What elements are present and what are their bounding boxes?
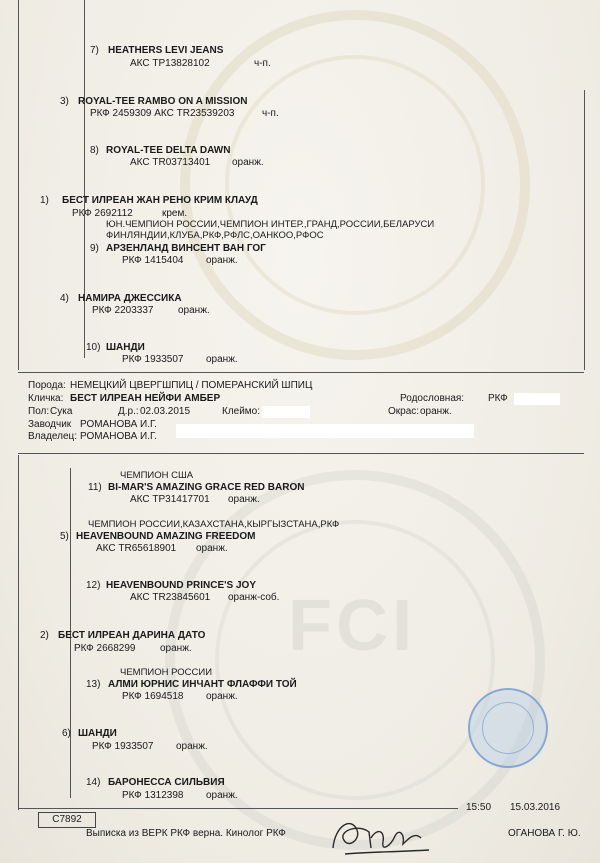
ancestor-6-reg: РКФ 1933507 <box>92 741 154 752</box>
ancestor-11-number: 11) <box>88 482 102 493</box>
ancestor-2-reg: РКФ 2668299 <box>74 643 136 654</box>
ancestor-8-name: ROYAL-TEE DELTA DAWN <box>106 145 231 156</box>
ancestor-8-color: оранж. <box>232 157 264 168</box>
ancestor-1-name: БЕСТ ИЛРЕАН ЖАН РЕНО КРИМ КЛАУД <box>62 195 258 206</box>
info-box-top-border <box>18 372 584 373</box>
ancestor-3-number: 3) <box>60 96 69 107</box>
frame-left-bottom <box>18 455 19 810</box>
ancestor-13-number: 13) <box>86 679 101 690</box>
ancestor-10-reg: РКФ 1933507 <box>122 354 184 365</box>
pedigree-value: РКФ <box>488 393 508 404</box>
pedigree-label: Родословная: <box>400 393 465 404</box>
ancestor-3-reg: РКФ 2459309 АКС TR23539203 <box>90 108 235 119</box>
ancestor-10-name: ШАНДИ <box>106 342 145 353</box>
breeder-label: Заводчик <box>28 419 72 430</box>
brand-label: Клеймо: <box>222 406 261 417</box>
ancestor-9-color: оранж. <box>206 255 238 266</box>
frame-right-top <box>584 90 585 370</box>
ancestor-4-color: оранж. <box>178 305 210 316</box>
ancestor-10-number: 10) <box>86 342 101 353</box>
owner-value: РОМАНОВА И.Г. <box>80 431 157 442</box>
color-value: оранж. <box>420 406 452 417</box>
sex-label: Пол: <box>28 406 50 417</box>
ancestor-7-number: 7) <box>90 45 99 56</box>
color-label: Окрас: <box>388 406 420 417</box>
ancestor-11-color: оранж. <box>228 494 260 505</box>
frame-left-top <box>18 0 19 370</box>
ancestor-9-name: АРЗЕНЛАНД ВИНСЕНТ ВАН ГОГ <box>106 243 266 254</box>
ancestor-11-title: ЧЕМПИОН США <box>120 470 194 481</box>
ancestor-13-color: оранж. <box>206 691 238 702</box>
ancestor-7-reg: АКС TP13828102 <box>130 58 210 69</box>
ancestor-9-reg: РКФ 1415404 <box>122 255 184 266</box>
ancestor-5-reg: АКС TR65618901 <box>96 543 177 554</box>
ancestor-7-color: ч-п. <box>254 58 271 69</box>
ancestor-6-name: ШАНДИ <box>78 728 117 739</box>
ancestor-2-name: БЕСТ ИЛРЕАН ДАРИНА ДАТО <box>58 630 206 641</box>
ancestor-11-reg: АКС TP31417701 <box>130 494 210 505</box>
ancestor-12-number: 12) <box>86 580 101 591</box>
ancestor-1-color: крем. <box>162 208 188 219</box>
ancestor-1-number: 1) <box>40 195 49 206</box>
brand-redacted <box>262 406 310 418</box>
ancestor-14-name: БАРОНЕССА СИЛЬВИЯ <box>108 777 225 788</box>
ancestor-12-name: HEAVENBOUND PRINCE'S JOY <box>106 580 256 591</box>
owner-address-redacted <box>176 424 474 438</box>
ancestor-1-reg: РКФ 2692112 <box>72 208 133 219</box>
ancestor-1-titles-line2: ФИНЛЯНДИИ,КЛУБА,РКФ,РФЛС,ОАНКОО,РФОС <box>106 230 324 241</box>
dog-name-label: Кличка: <box>28 393 64 404</box>
ancestor-2-color: оранж. <box>160 643 192 654</box>
ancestor-14-color: оранж. <box>206 790 238 801</box>
ancestor-14-number: 14) <box>86 777 101 788</box>
ancestor-12-reg: АКС TR23845601 <box>130 592 211 603</box>
ancestor-6-number: 6) <box>62 728 71 739</box>
statement-text: Выписка из ВЕРК РКФ верна. Кинолог РКФ <box>86 828 286 839</box>
handwritten-signature <box>325 808 435 858</box>
dob-label: Д.р.: <box>118 406 139 417</box>
ancestor-8-reg: АКС TR03713401 <box>130 157 211 168</box>
ancestor-13-title: ЧЕМПИОН РОССИИ <box>120 667 213 678</box>
ancestor-11-name: BI-MAR'S AMAZING GRACE RED BARON <box>108 482 305 493</box>
breeder-value: РОМАНОВА И.Г. <box>80 419 157 430</box>
ancestor-7-name: HEATHERS LEVI JEANS <box>108 45 224 56</box>
info-box-bottom-border <box>18 453 584 454</box>
issue-date: 15.03.2016 <box>510 802 561 813</box>
ancestor-5-number: 5) <box>60 531 69 542</box>
dog-name-value: БЕСТ ИЛРЕАН НЕЙФИ АМБЕР <box>70 393 221 404</box>
ancestor-14-reg: РКФ 1312398 <box>122 790 184 801</box>
ancestor-13-name: АЛМИ ЮРНИС ИНЧАНТ ФЛАФФИ ТОЙ <box>108 679 297 690</box>
certificate-code: C7892 <box>38 812 96 828</box>
ancestor-4-name: НАМИРА ДЖЕССИКА <box>78 293 182 304</box>
ancestor-3-name: ROYAL-TEE RAMBO ON A MISSION <box>78 96 248 107</box>
pedigree-redacted <box>514 393 560 405</box>
ancestor-6-color: оранж. <box>176 741 208 752</box>
breed-label: Порода: <box>28 380 66 391</box>
rkf-blue-stamp <box>468 688 548 768</box>
ancestor-5-name: HEAVENBOUND AMAZING FREEDOM <box>76 531 256 542</box>
owner-label: Владелец: <box>28 431 78 442</box>
ancestor-8-number: 8) <box>90 145 99 156</box>
fci-watermark-text: FCI <box>288 586 416 666</box>
issue-time: 15:50 <box>466 802 492 813</box>
ancestor-5-color: оранж. <box>196 543 228 554</box>
rkf-watermark-seal <box>180 10 530 360</box>
ancestor-5-title: ЧЕМПИОН РОССИИ,КАЗАХСТАНА,КЫРГЫЗСТАНА,РКФ <box>88 519 340 530</box>
ancestor-4-reg: РКФ 2203337 <box>92 305 154 316</box>
ancestor-3-color: ч-п. <box>262 108 279 119</box>
ancestor-4-number: 4) <box>60 293 69 304</box>
ancestor-9-number: 9) <box>90 243 99 254</box>
breed-value: НЕМЕЦКИЙ ЦВЕРГШПИЦ / ПОМЕРАНСКИЙ ШПИЦ <box>70 380 313 391</box>
dob-value: 02.03.2015 <box>140 406 191 417</box>
ancestor-1-titles-line1: ЮН.ЧЕМПИОН РОССИИ,ЧЕМПИОН ИНТЕР.,ГРАНД,РОССИИ,БЕЛАРУСИ <box>106 219 435 230</box>
ancestor-10-color: оранж. <box>206 354 238 365</box>
ancestor-13-reg: РКФ 1694518 <box>122 691 184 702</box>
signer-name: ОГАНОВА Г. Ю. <box>508 828 581 839</box>
sex-value: Сука <box>50 406 73 417</box>
ancestor-12-color: оранж-соб. <box>228 592 280 603</box>
ancestor-2-number: 2) <box>40 630 49 641</box>
